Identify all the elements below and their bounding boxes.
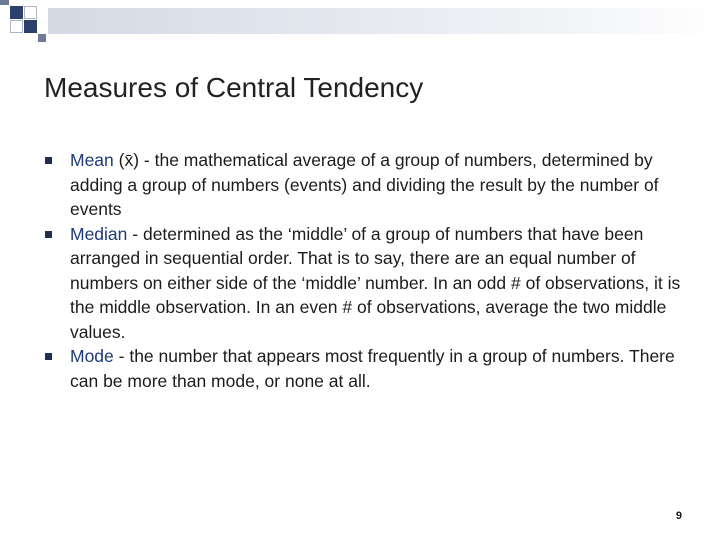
bullet-text: - the number that appears most frequently in a group of numbers. There can be more than mode, or none at all. <box>70 346 675 391</box>
bullet-mean <box>44 148 684 222</box>
bullet-square-icon <box>45 157 52 164</box>
deco-square <box>38 34 46 42</box>
bullet-term: Mode <box>70 346 114 366</box>
bullet-list <box>44 148 684 393</box>
bullet-mode <box>44 344 684 393</box>
header-decoration <box>0 0 720 48</box>
deco-square <box>24 20 37 33</box>
deco-square <box>24 6 37 19</box>
page-number: 9 <box>675 510 682 522</box>
bullet-square-icon <box>45 353 52 360</box>
deco-square <box>10 6 23 19</box>
bullet-text: (x̄) - the mathematical average of a group of numbers, determined by adding a group of numbers (events) and dividing the result by the number of events <box>70 150 659 219</box>
header-band <box>48 8 720 34</box>
bullet-term: Median <box>70 223 128 244</box>
bullet-term: Mean <box>70 150 114 170</box>
bullet-median <box>44 222 684 345</box>
bullet-square-icon <box>45 231 52 238</box>
deco-square <box>0 0 9 5</box>
deco-square <box>10 20 23 33</box>
slide-title: Measures of Central Tendency <box>44 72 424 103</box>
bullet-text: - determined as the ‘middle’ of a group of numbers that have been arranged in sequential order. That is to say, there are an equal number of numbers on either side of the ‘middle’ number. In an odd # of observations, it is the middle observation. In an even # of observations, average the two middle values. <box>70 223 681 342</box>
